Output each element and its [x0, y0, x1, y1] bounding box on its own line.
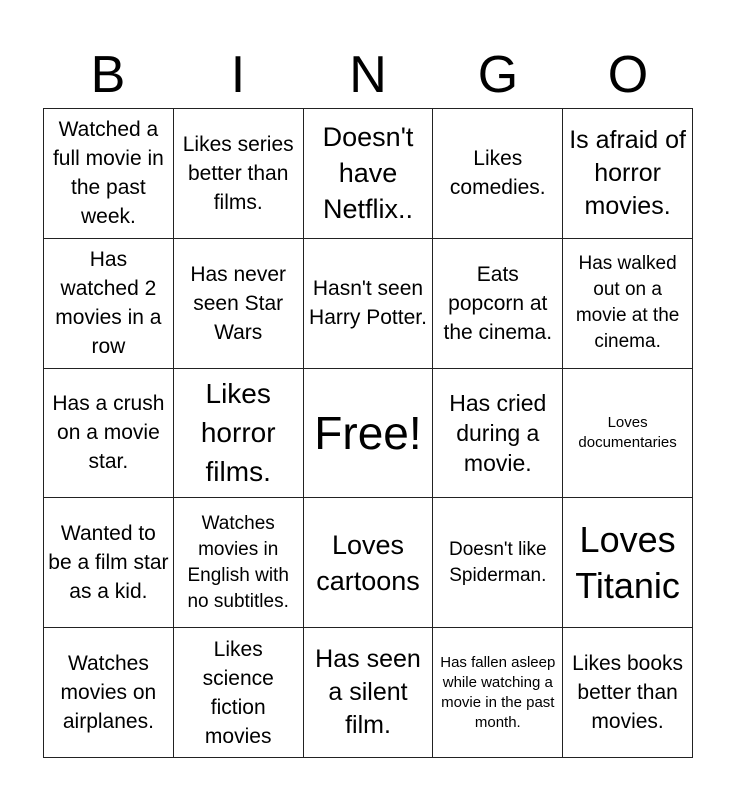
cell-text: Has fallen asleep while watching a movie in the past month. [440, 653, 556, 731]
bingo-cell[interactable] [563, 628, 693, 758]
bingo-cell[interactable] [174, 109, 304, 239]
cell-text: Watches movies on airplanes. [60, 652, 157, 734]
bingo-cell[interactable] [44, 628, 174, 758]
cell-text: Doesn't like Spiderman. [448, 538, 547, 586]
cell-text: Has cried during a movie. [449, 389, 547, 476]
cell-text: Doesn't have Netflix.. [322, 122, 414, 225]
bingo-cell[interactable] [44, 239, 174, 369]
cell-text: Likes science fiction movies [202, 637, 274, 748]
cell-text: Eats popcorn at the cinema. [443, 262, 553, 344]
cell-text: Has watched 2 movies in a row [55, 248, 162, 359]
cell-text: Has walked out on a movie at the cinema. [575, 253, 680, 353]
bingo-cell[interactable] [433, 369, 563, 499]
cell-text: Has seen a silent film. [315, 645, 421, 740]
bingo-cell[interactable] [44, 498, 174, 628]
bingo-cell[interactable] [433, 239, 563, 369]
header-letter-b: B [90, 46, 126, 104]
cell-text: Loves cartoons [316, 529, 420, 596]
bingo-cell[interactable] [304, 498, 434, 628]
bingo-cell[interactable] [433, 498, 563, 628]
bingo-cell[interactable] [304, 628, 434, 758]
bingo-cell[interactable] [563, 109, 693, 239]
cell-text: Has never seen Star Wars [190, 262, 287, 344]
cell-text: Likes books better than movies. [572, 652, 684, 734]
bingo-cell[interactable] [433, 109, 563, 239]
bingo-cell[interactable] [174, 628, 304, 758]
cell-text: Has a crush on a movie star. [52, 392, 165, 474]
bingo-cell[interactable] [304, 109, 434, 239]
bingo-header [43, 44, 693, 106]
cell-text: Loves documentaries [578, 413, 677, 451]
header-letter-o: O [607, 46, 649, 104]
header-letter-i: I [230, 46, 246, 104]
cell-text: Likes horror films. [200, 378, 276, 488]
cell-text: Likes comedies. [449, 147, 546, 200]
cell-text: Wanted to be a film star as a kid. [48, 522, 169, 604]
bingo-cell[interactable] [563, 498, 693, 628]
bingo-cell-free[interactable] [304, 369, 434, 499]
bingo-cell[interactable] [174, 369, 304, 499]
header-letter-n: N [349, 46, 387, 104]
bingo-cell[interactable] [174, 498, 304, 628]
header-letter-g: G [477, 46, 519, 104]
bingo-cell[interactable] [433, 628, 563, 758]
cell-text: Watches movies in English with no subtitles. [187, 512, 289, 612]
bingo-cell[interactable] [44, 369, 174, 499]
bingo-grid [43, 108, 693, 758]
bingo-cell[interactable] [563, 239, 693, 369]
cell-text: Watched a full movie in the past week. [52, 118, 164, 229]
bingo-cell[interactable] [563, 369, 693, 499]
cell-text: Is afraid of horror movies. [569, 125, 686, 220]
cell-text: Free! [314, 406, 422, 459]
cell-text: Hasn't seen Harry Potter. [309, 277, 427, 330]
bingo-cell[interactable] [304, 239, 434, 369]
bingo-cell[interactable] [174, 239, 304, 369]
cell-text: Likes series better than films. [182, 132, 294, 214]
bingo-cell[interactable] [44, 109, 174, 239]
cell-text: Loves Titanic [575, 518, 680, 606]
